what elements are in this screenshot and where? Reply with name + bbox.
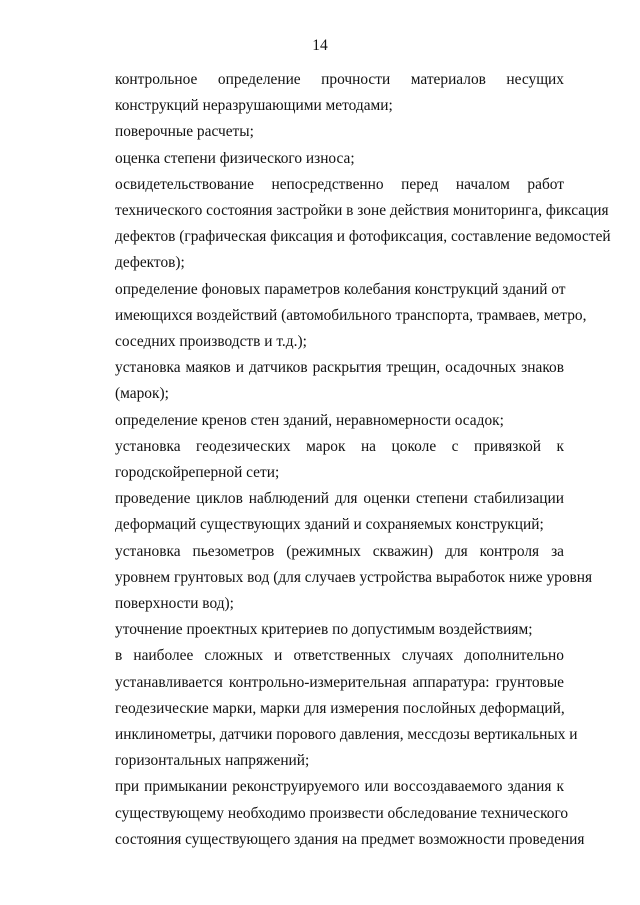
text-line: устанавливается контрольно-измерительная аппаратура: грунтовые <box>115 673 564 691</box>
text-line: поверхности вод); <box>115 595 234 613</box>
text-line: проведение циклов наблюдений для оценки степени стабилизации <box>115 490 564 508</box>
paragraph-crack-gauges <box>77 355 564 407</box>
paragraph-pre-work-survey <box>77 172 611 277</box>
text-line: дефектов); <box>115 254 185 272</box>
text-line: существующему необходимо произвести обследование технического <box>115 804 569 822</box>
text-line: имеющихся воздействий (автомобильного транспорта, трамваев, метро, <box>115 306 587 324</box>
text-line: горизонтальных напряжений; <box>115 752 310 770</box>
text-line: оценка степени физического износа; <box>115 149 355 167</box>
paragraph-wall-tilt <box>77 408 564 434</box>
text-line: при примыкании реконструируемого или воссоздаваемого здания к <box>115 778 564 796</box>
text-line: поверочные расчеты; <box>115 123 254 141</box>
paragraph-background-vibration <box>77 277 587 356</box>
text-line: контрольное определение прочности материалов несущих <box>115 71 564 88</box>
text-line: уточнение проектных критериев по допустимым воздействиям; <box>115 621 533 639</box>
text-line: (марок); <box>115 385 169 403</box>
paragraph-wear-assessment <box>77 146 564 172</box>
paragraph-verification-calculations <box>77 119 564 145</box>
text-line: установка геодезических марок на цоколе с привязкой к <box>115 437 564 455</box>
paragraph-adjacent-building <box>77 774 585 853</box>
paragraph-design-criteria <box>77 617 564 643</box>
text-line: уровнем грунтовых вод (для случаев устройства выработок ниже уровня <box>115 568 593 586</box>
document-body <box>77 67 611 853</box>
text-line: технического состояния застройки в зоне действия мониторинга, фиксация <box>115 202 609 220</box>
text-line: установка пьезометров (режимных скважин) для контроля за <box>115 542 564 560</box>
text-line: городскойреперной сети; <box>115 464 280 482</box>
paragraph-instrumentation <box>77 643 578 774</box>
text-line: установка маяков и датчиков раскрытия трещин, осадочных знаков <box>115 359 564 377</box>
paragraph-strength-control <box>77 67 564 119</box>
text-line: конструкций неразрушающими методами; <box>115 97 393 115</box>
paragraph-observation-cycles <box>77 486 564 538</box>
paragraph-geodetic-marks <box>77 434 564 486</box>
text-line: определение кренов стен зданий, неравномерности осадок; <box>115 411 504 429</box>
text-line: деформаций существующих зданий и сохраняемых конструкций; <box>115 516 544 534</box>
text-line: состояния существующего здания на предмет возможности проведения <box>115 830 585 848</box>
text-line: освидетельствование непосредственно перед началом работ <box>115 175 564 193</box>
text-line: в наиболее сложных и ответственных случаях дополнительно <box>115 647 564 665</box>
text-line: соседних производств и т.д.); <box>115 333 307 351</box>
text-line: геодезические марки, марки для измерения послойных деформаций, <box>115 699 565 717</box>
text-line: дефектов (графическая фиксация и фотофиксация, составление ведомостей <box>115 228 611 246</box>
paragraph-piezometers <box>77 539 593 618</box>
text-line: инклинометры, датчики порового давления, мессдозы вертикальных и <box>115 726 578 744</box>
text-line: определение фоновых параметров колебания конструкций зданий от <box>115 280 566 298</box>
page-number: 14 <box>312 37 328 54</box>
